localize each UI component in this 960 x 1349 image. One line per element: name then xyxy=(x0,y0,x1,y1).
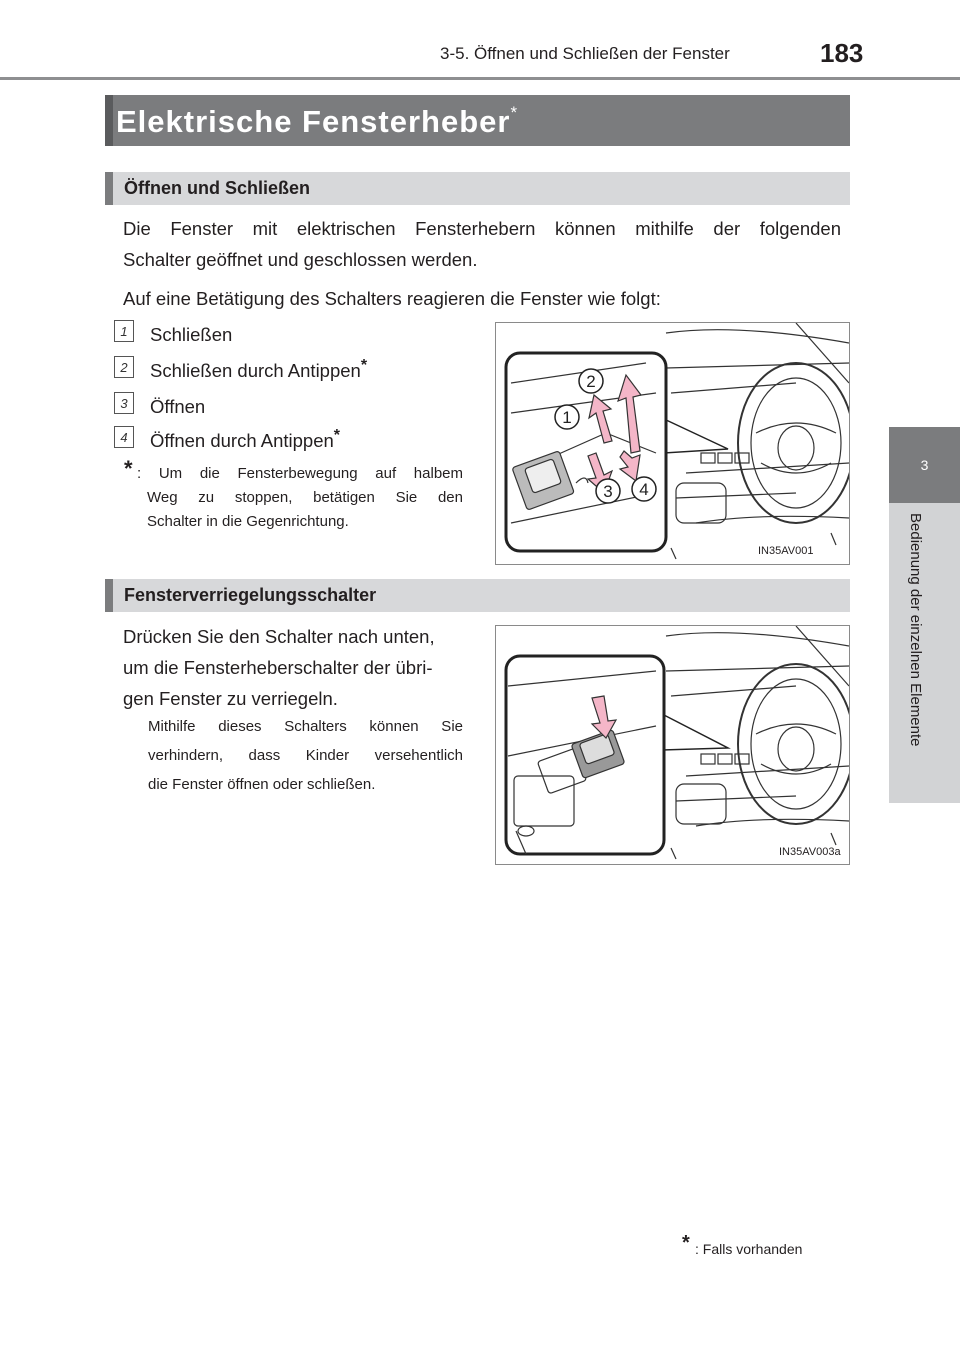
lock-text-line-2: um die Fensterheberschalter der übri- xyxy=(123,657,433,678)
running-header-section: 3-5. Öffnen und Schließen der Fenster xyxy=(440,44,730,63)
footnote-line-2: Weg zu stoppen, betätigen Sie den xyxy=(147,489,463,506)
item-number-1: 1 xyxy=(114,320,134,342)
footer-mark: * xyxy=(682,1232,690,1254)
footer-note: : Falls vorhanden xyxy=(695,1241,803,1257)
lock-text-line-3: gen Fenster zu verriegeln. xyxy=(123,688,338,709)
main-title xyxy=(116,103,518,140)
header-rule xyxy=(0,77,960,80)
main-title-mark: * xyxy=(510,103,519,122)
item-number-4: 4 xyxy=(114,426,134,448)
item-label-open: Öffnen xyxy=(150,396,206,418)
main-title-text: Elektrische Fensterheber xyxy=(116,104,511,139)
window-switch-illustration xyxy=(496,323,849,564)
figure-code-2: IN35AV003a xyxy=(779,846,841,858)
section-heading-accent-2 xyxy=(105,579,113,612)
intro-2: Auf eine Betätigung des Schalters reagieren die Fenster wie folgt: xyxy=(123,288,661,309)
item-label-open-tap: Öffnen durch Antippen* xyxy=(150,427,341,452)
lock-note-line-1: Mithilfe dieses Schalters können Sie xyxy=(148,718,463,735)
item-label-close: Schließen xyxy=(150,324,233,346)
section-heading-accent xyxy=(105,172,113,205)
footnote-mark: * xyxy=(124,456,133,481)
chapter-title-text: Bedienung der einzelnen Elemente xyxy=(907,513,924,747)
figure-lock-switch xyxy=(495,625,850,865)
figure-callout-4: 4 xyxy=(639,480,649,499)
page-number: 183 xyxy=(820,38,864,68)
footnote-line-1: : Um die Fensterbewegung auf halbem xyxy=(137,465,463,482)
intro-line-2: Schalter geöffnet und geschlossen werden. xyxy=(123,249,478,270)
figure-window-switches xyxy=(495,322,850,565)
figure-callout-1: 1 xyxy=(562,408,572,427)
lock-note-line-2: verhindern, dass Kinder versehentlich xyxy=(148,747,463,764)
section-heading-lock-switch: Fensterverriegelungsschalter xyxy=(124,585,377,605)
item-number-3: 3 xyxy=(114,392,134,414)
lock-switch-illustration xyxy=(496,626,849,864)
lock-text-line-1: Drücken Sie den Schalter nach unten, xyxy=(123,626,435,647)
chapter-title-vertical xyxy=(889,503,960,803)
main-title-accent xyxy=(105,95,113,146)
lock-note-line-3: die Fenster öffnen oder schließen. xyxy=(148,776,376,793)
figure-callout-3: 3 xyxy=(603,482,613,501)
figure-code-1: IN35AV001 xyxy=(758,545,814,557)
section-heading-open-close: Öffnen und Schließen xyxy=(124,178,311,198)
chapter-number-tab: 3 xyxy=(889,427,960,503)
footnote-line-3: Schalter in die Gegenrichtung. xyxy=(147,513,349,530)
item-label-close-tap: Schließen durch Antippen* xyxy=(150,357,368,382)
figure-callout-2: 2 xyxy=(586,372,596,391)
item-number-2: 2 xyxy=(114,356,134,378)
intro-line-1: Die Fenster mit elektrischen Fensterhebern können mithilfe der folgenden xyxy=(123,218,841,239)
